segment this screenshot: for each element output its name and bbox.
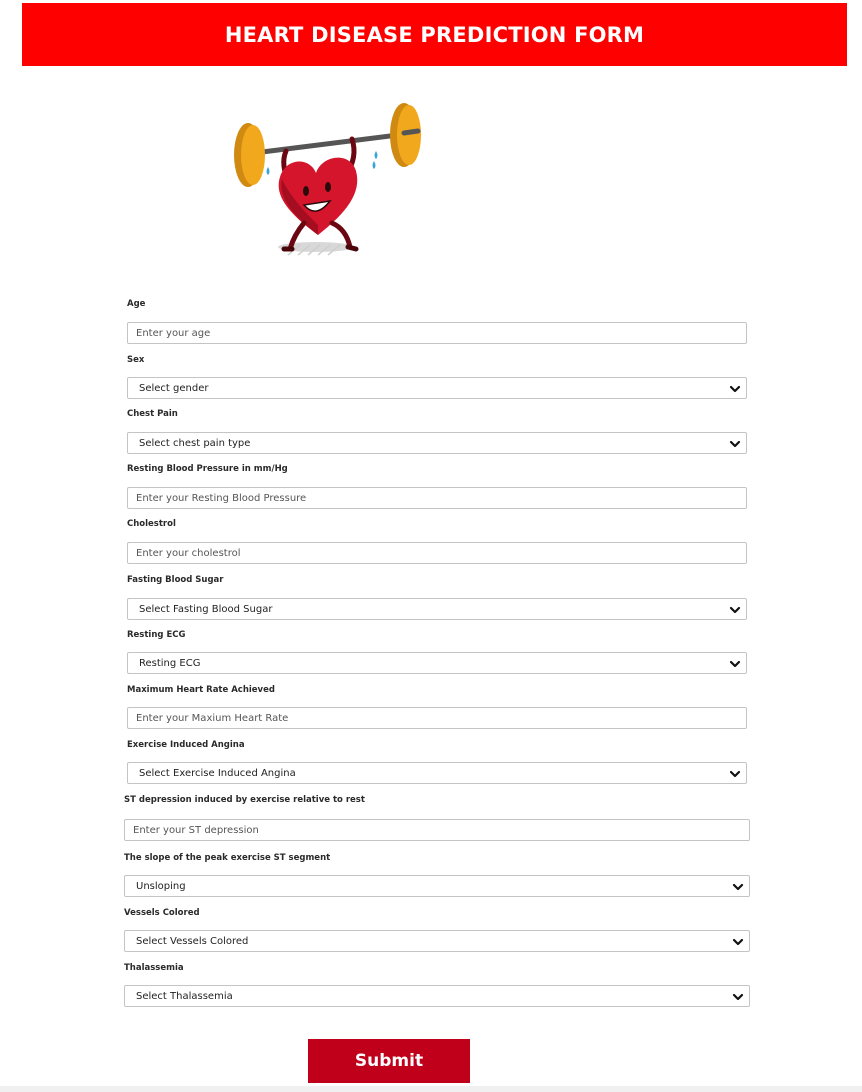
age-label: Age <box>127 299 146 309</box>
chevron-down-icon <box>729 438 741 450</box>
select-value: Resting ECG <box>139 657 201 669</box>
chevron-down-icon <box>732 881 744 893</box>
fasting-blood-sugar-label: Fasting Blood Sugar <box>127 575 224 585</box>
chevron-down-icon <box>729 658 741 670</box>
heart-lifting-barbell-icon <box>228 95 428 265</box>
exercise-induced-angina-select[interactable] <box>127 762 747 784</box>
thalassemia-label: Thalassemia <box>124 963 184 973</box>
st-depression-induced-by-exercise-relative-to-rest-input[interactable] <box>124 819 750 841</box>
input-placeholder: Enter your Resting Blood Pressure <box>136 492 307 504</box>
vessels-colored-label: Vessels Colored <box>124 908 200 918</box>
bottom-strip <box>0 1086 862 1092</box>
chevron-down-icon <box>729 768 741 780</box>
resting-blood-pressure-in-mm-hg-label: Resting Blood Pressure in mm/Hg <box>127 464 288 474</box>
sex-label: Sex <box>127 355 145 365</box>
select-value: Select Vessels Colored <box>136 935 249 947</box>
fasting-blood-sugar-select[interactable] <box>127 598 747 620</box>
submit-button[interactable]: Submit <box>308 1039 470 1083</box>
chest-pain-label: Chest Pain <box>127 409 178 419</box>
input-placeholder: Enter your ST depression <box>133 824 259 836</box>
exercise-induced-angina-label: Exercise Induced Angina <box>127 740 245 750</box>
page-title: HEART DISEASE PREDICTION FORM <box>224 22 645 47</box>
select-value: Select Fasting Blood Sugar <box>139 603 273 615</box>
chest-pain-select[interactable] <box>127 432 747 454</box>
chevron-down-icon <box>732 991 744 1003</box>
vessels-colored-select[interactable] <box>124 930 750 952</box>
select-value: Select chest pain type <box>139 437 251 449</box>
thalassemia-select[interactable] <box>124 985 750 1007</box>
age-input[interactable] <box>127 322 747 344</box>
maximum-heart-rate-achieved-input[interactable] <box>127 707 747 729</box>
chevron-down-icon <box>729 604 741 616</box>
chevron-down-icon <box>729 383 741 395</box>
select-value: Select Exercise Induced Angina <box>139 767 296 779</box>
the-slope-of-the-peak-exercise-st-segment-select[interactable] <box>124 875 750 897</box>
cholestrol-label: Cholestrol <box>127 519 176 529</box>
the-slope-of-the-peak-exercise-st-segment-label: The slope of the peak exercise ST segment <box>124 853 331 863</box>
resting-blood-pressure-in-mm-hg-input[interactable] <box>127 487 747 509</box>
select-value: Select Thalassemia <box>136 990 233 1002</box>
sex-select[interactable] <box>127 377 747 399</box>
select-value: Select gender <box>139 382 209 394</box>
input-placeholder: Enter your Maxium Heart Rate <box>136 712 289 724</box>
chevron-down-icon <box>732 936 744 948</box>
st-depression-induced-by-exercise-relative-to-rest-label: ST depression induced by exercise relative to rest <box>124 795 365 805</box>
input-placeholder: Enter your cholestrol <box>136 547 241 559</box>
input-placeholder: Enter your age <box>136 327 211 339</box>
select-value: Unsloping <box>136 880 186 892</box>
maximum-heart-rate-achieved-label: Maximum Heart Rate Achieved <box>127 685 275 695</box>
page-header <box>22 3 847 66</box>
resting-ecg-label: Resting ECG <box>127 630 186 640</box>
cholestrol-input[interactable] <box>127 542 747 564</box>
resting-ecg-select[interactable] <box>127 652 747 674</box>
